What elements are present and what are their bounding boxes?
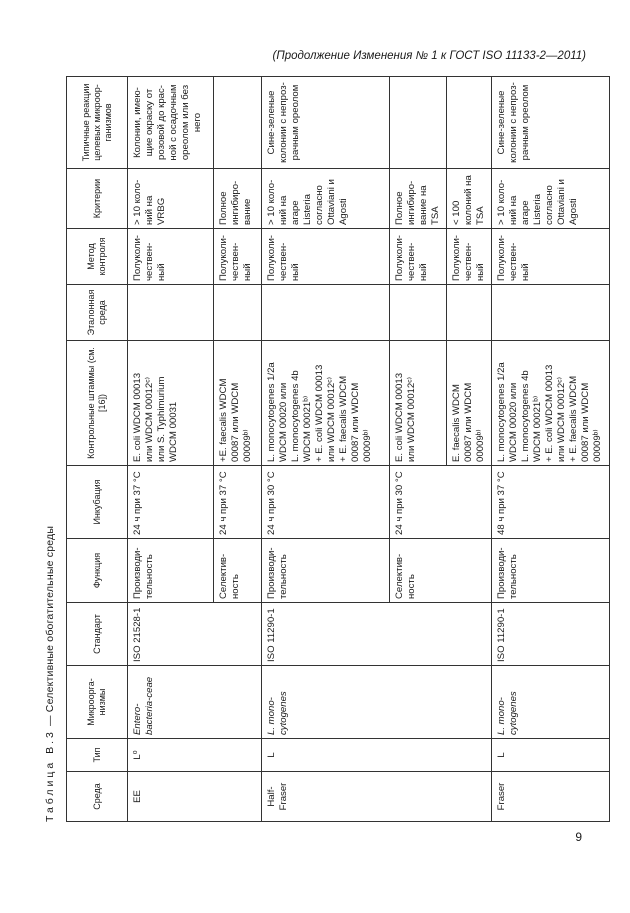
page-number: 9 [575, 830, 582, 844]
strain-line: 00009ᵇ⁾ [592, 429, 603, 462]
cell-strains [214, 341, 262, 466]
cell-incubation: 48 ч при 37 °С [492, 466, 610, 539]
cell-medium: Half-Fraser [262, 772, 492, 822]
col-header-organisms: Микроорга-низмы [67, 666, 128, 739]
cell-method: Полуколи-чествен-ный [390, 229, 447, 285]
strain-line: WDCM 00031 [168, 401, 179, 462]
cell-strains [390, 341, 447, 466]
strain-line: WDCM 00021ᵇ⁾ [532, 395, 543, 462]
cell-reference [128, 285, 214, 341]
table-caption-text: — Селективные обогатительные среды [44, 525, 56, 730]
cell-strains [262, 341, 390, 466]
col-header-type: Тип [67, 739, 128, 772]
col-header-medium: Среда [67, 772, 128, 822]
strain-line: L. monocytogenes 4b [520, 370, 531, 462]
strain-list [451, 344, 487, 462]
table-caption-label: Таблица В.3 [44, 729, 56, 822]
cell-standard: ISO 21528-1 [128, 603, 262, 666]
cell-strains [128, 341, 214, 466]
cell-reference [262, 285, 390, 341]
cell-strains [447, 341, 492, 466]
strain-line: или WDCM 00012ᶜ⁾ [326, 377, 337, 462]
cell-criteria: > 10 коло-ний на агаре Listeria согласно Ottaviani и Agosti [492, 169, 610, 229]
strain-list [496, 344, 604, 462]
strain-line: 00087 или WDCM [463, 382, 474, 462]
table-header-row [67, 77, 128, 822]
strain-line: + E. coli WDCM 00013 [544, 364, 555, 462]
cell-standard: ISO 11290-1 [492, 603, 610, 666]
col-header-incubation: Инкубация [67, 466, 128, 539]
cell-method: Полуколи-чествен-ный [447, 229, 492, 285]
cell-criteria: < 100 колоний на TSA [447, 169, 492, 229]
cell-reference [390, 285, 447, 341]
strain-line: E. faecalis WDCM [451, 384, 462, 462]
cell-reaction [214, 77, 262, 169]
cell-reference [214, 285, 262, 341]
cell-type: L [492, 739, 610, 772]
cell-method: Полуколи-чествен-ный [492, 229, 610, 285]
strain-list [266, 344, 374, 462]
cell-function: Производи-тельность [128, 539, 214, 603]
strain-list [132, 344, 180, 462]
cell-reference [492, 285, 610, 341]
cell-incubation: 24 ч при 30 °С [262, 466, 390, 539]
cell-reaction: Сине-зеленые колонии с непроз-рачным ореолом [492, 77, 610, 169]
strain-line: + E. faecalis WDCM [338, 375, 349, 462]
cell-standard: ISO 11290-1 [262, 603, 492, 666]
strain-line: + E. faecalis WDCM [568, 375, 579, 462]
cell-type: L⁰ [128, 739, 262, 772]
cell-type: L [262, 739, 492, 772]
strain-line: 00009ᵇ⁾ [362, 429, 373, 462]
strain-line: L. monocytogenes 1/2a [266, 362, 277, 462]
cell-method: Полуколи-чествен-ный [262, 229, 390, 285]
cell-criteria: > 10 коло-ний на VRBG [128, 169, 214, 229]
table-row [262, 77, 390, 822]
col-header-criteria: Критерии [67, 169, 128, 229]
strain-line: 00087 или WDCM [350, 382, 361, 462]
strain-line: WDCM 00021ᵇ⁾ [302, 395, 313, 462]
strain-line: L. monocytogenes 4b [290, 370, 301, 462]
cell-medium: EE [128, 772, 262, 822]
table-row [128, 77, 214, 822]
strain-line: +E. faecalis WDCM [218, 378, 229, 462]
cell-reaction [447, 77, 492, 169]
col-header-control-method: Метод контроля [67, 229, 128, 285]
cell-incubation: 24 ч при 30 °С [390, 466, 492, 539]
cell-criteria: Полное ингибиро-вание [214, 169, 262, 229]
cell-reaction: Сине-зеленые колонии с непроз-рачным ореолом [262, 77, 390, 169]
cell-strains [492, 341, 610, 466]
cell-reaction [390, 77, 447, 169]
strain-line: или WDCM 00012ᶜ⁾ [406, 377, 417, 462]
strain-line: + E. coli WDCM 00013 [314, 364, 325, 462]
strain-line: E. coli WDCM 00013 [394, 372, 405, 462]
table-caption [44, 526, 56, 822]
strain-line: 00009ᵇ⁾ [475, 429, 486, 462]
col-header-standard: Стандарт [67, 603, 128, 666]
cell-function: Селектив-ность [390, 539, 492, 603]
cell-organism: L. mono-cytogenes [492, 666, 610, 739]
cell-reference [447, 285, 492, 341]
page-header: (Продолжение Изменения № 1 к ГОСТ ISO 11133-2—2011) [272, 50, 586, 62]
rotated-table-block [44, 77, 603, 822]
strain-line: WDCM 00020 или [278, 382, 289, 462]
cell-method: Полуколи-чествен-ный [214, 229, 262, 285]
table-row [492, 77, 610, 822]
cell-function: Производи-тельность [492, 539, 610, 603]
cell-criteria: > 10 коло-ний на агаре Listeria согласно Ottaviani и Agosti [262, 169, 390, 229]
strain-list [218, 344, 254, 462]
cell-function: Производи-тельность [262, 539, 390, 603]
cell-function: Селектив-ность [214, 539, 262, 603]
cell-incubation: 24 ч при 37 °С [214, 466, 262, 539]
strain-line: 00087 или WDCM [580, 382, 591, 462]
strain-line: L. monocytogenes 1/2a [496, 362, 507, 462]
cell-criteria: Полное ингибиро-вание на TSA [390, 169, 447, 229]
strain-line: 00009ᵇ⁾ [242, 429, 253, 462]
selective-media-table [66, 76, 610, 822]
strain-line: или WDCM 00012ᶜ⁾ [556, 377, 567, 462]
cell-reaction: Колонии, имею-щие окраску от розовой до крас-ной с осадочным ореолом или без него [128, 77, 214, 169]
col-header-typical-reactions: Типичные реакции целевых микроор-ганизмов [67, 77, 128, 169]
col-header-function: Функция [67, 539, 128, 603]
cell-organism: L. mono-cytogenes [262, 666, 492, 739]
cell-method: Полуколи-чествен-ный [128, 229, 214, 285]
col-header-reference-medium: Эталонная среда [67, 285, 128, 341]
strain-line: E. coli WDCM 00013 [132, 372, 143, 462]
cell-organism: Entero-bacteria-ceae [128, 666, 262, 739]
strain-line: или S. Typhimurium [156, 376, 167, 462]
strain-line: или WDCM 00012ᶜ⁾ [144, 377, 155, 462]
strain-list [394, 344, 418, 462]
strain-line: WDCM 00020 или [508, 382, 519, 462]
cell-incubation: 24 ч при 37 °С [128, 466, 214, 539]
col-header-control-strains: Контрольные штаммы (см. [16]) [67, 341, 128, 466]
cell-medium: Fraser [492, 772, 610, 822]
strain-line: 00087 или WDCM [230, 382, 241, 462]
